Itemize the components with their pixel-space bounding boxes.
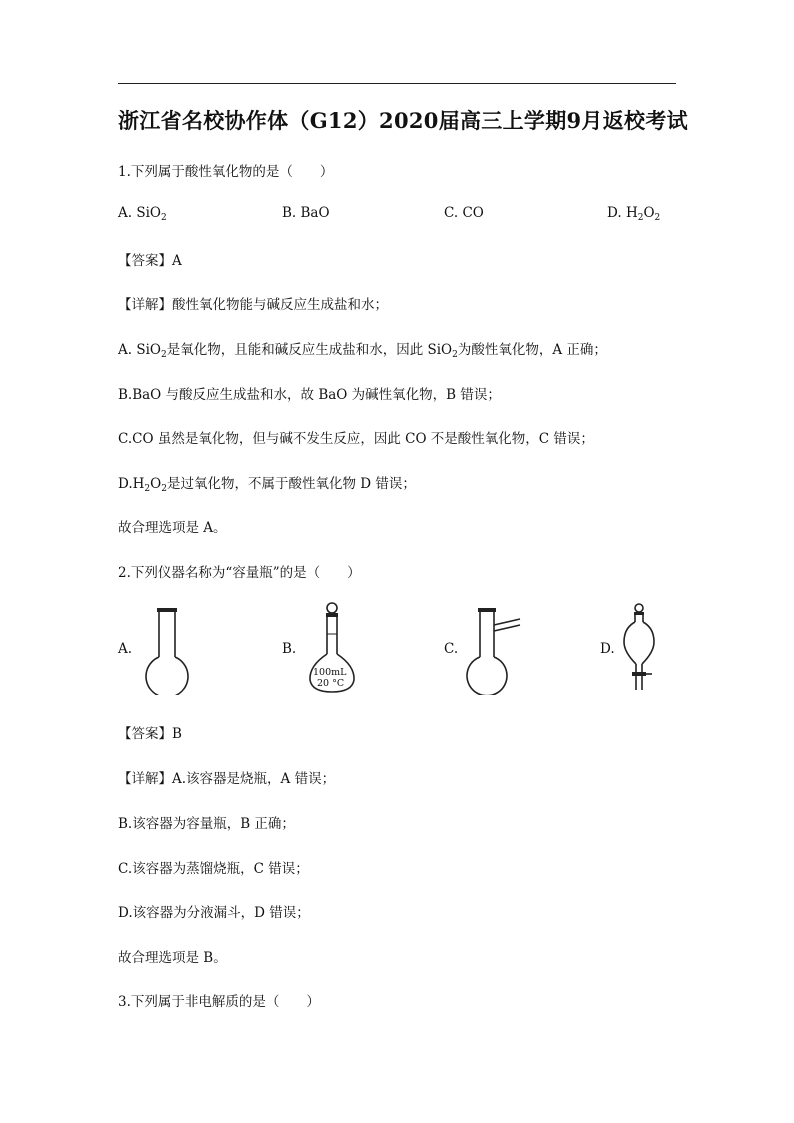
option-d: D. $H_2O_2$ [607,205,661,223]
question-2-detail-b: B.该容器为容量瓶，B 正确； [118,816,295,832]
round-bottom-flask-figure [140,605,200,695]
question-1-explanation-d: $D.H_2O_2$是过氧化物，不属于酸性氧化物 D 错误； [118,476,416,494]
question-2-detail-c: C.该容器为蒸馏烧瓶，C 错误； [118,861,309,877]
figure-c-label: C. [444,641,459,657]
question-3-stem: 3.下列属于非电解质的是（ ） [118,994,320,1010]
question-2-conclusion: 故合理选项是 B。 [118,950,227,966]
figure-a-label: A. [118,641,133,657]
question-1-detail: 【详解】酸性氧化物能与碱反应生成盐和水； [118,297,388,313]
question-1-answer: 【答案】A [118,253,182,269]
distillation-flask-figure [464,605,528,695]
question-1-explanation-b: B.BaO 与酸反应生成盐和水，故 BaO 为碱性氧化物，B 错误； [118,387,501,403]
question-1-explanation-a: A. SiO$_2$是氧化物，且能和碱反应生成盐和水，因此 SiO$_2$为酸性氧化物，A 正确； [118,342,607,360]
option-b: B. BaO [282,205,330,221]
volumetric-flask-figure [300,598,366,698]
question-1-stem: 1.下列属于酸性氧化物的是（ ） [118,164,334,180]
document-title: 浙江省名校协作体（G12）2020届高三上学期9月返校考试 [118,108,688,133]
question-2-stem: 2.下列仪器名称为“容量瓶”的是（ ） [118,565,361,581]
flask-temperature-label: 20 °C [317,678,345,689]
question-1-explanation-c: C.CO 虽然是氧化物，但与碱不发生反应，因此 CO 不是酸性氧化物，C 错误； [118,431,594,447]
figure-b-label: B. [282,641,297,657]
question-1-conclusion: 故合理选项是 A。 [118,520,227,536]
question-2-detail-a: 【详解】A.该容器是烧瓶，A 错误； [118,771,336,787]
question-2-detail-d: D.该容器为分液漏斗，D 错误； [118,905,310,921]
separatory-funnel-figure [616,600,662,696]
flask-capacity-label: 100mL [313,667,347,678]
figure-d-label: D. [600,641,615,657]
option-a: A. SiO$_2$ [118,205,167,223]
option-c: C. CO [444,205,484,221]
question-2-answer: 【答案】B [118,726,182,742]
header-rule [118,83,676,84]
